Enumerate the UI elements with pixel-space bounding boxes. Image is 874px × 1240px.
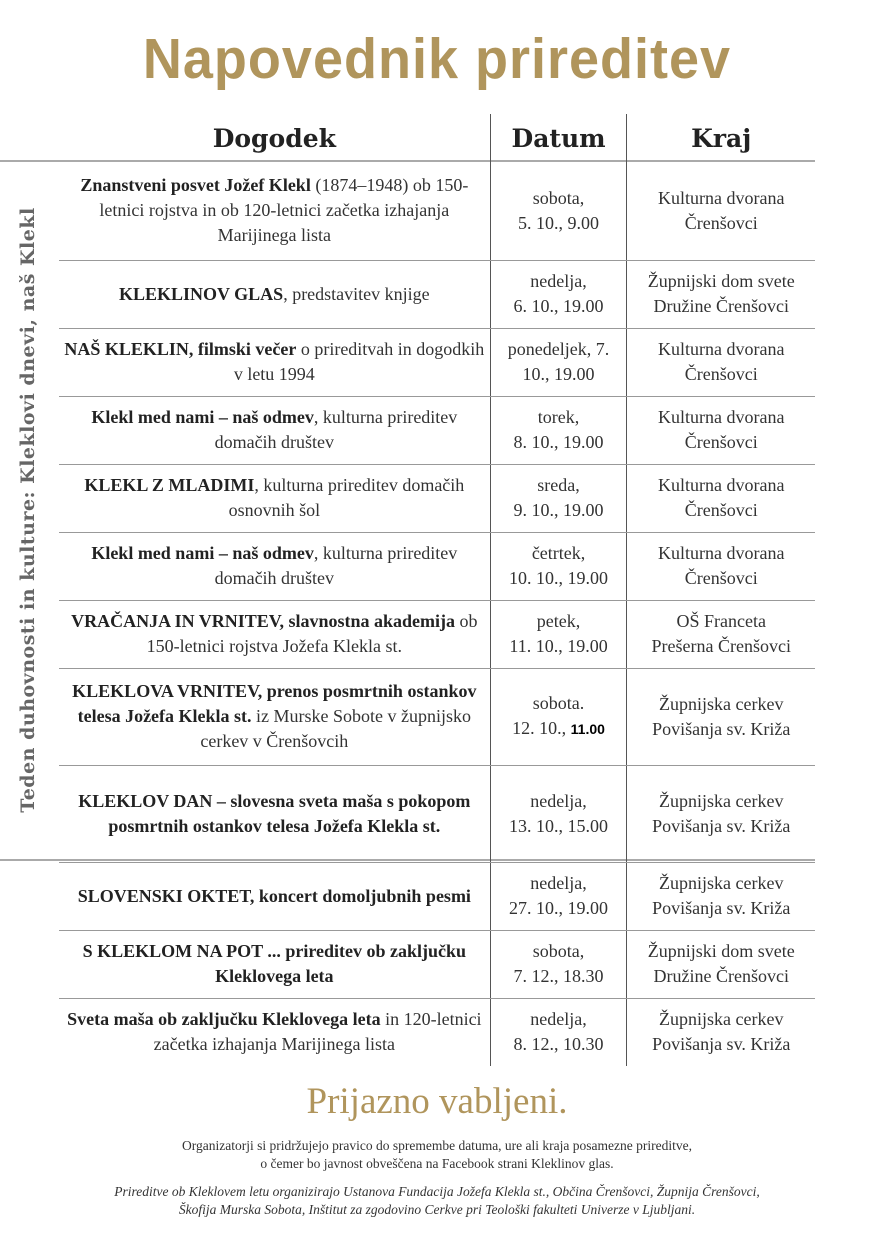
event-title: SLOVENSKI OKTET, koncert domoljubnih pesmi <box>77 885 471 906</box>
place-cell <box>627 464 815 532</box>
date-cell <box>490 930 627 998</box>
event-title-rest: , kulturna <box>313 543 383 563</box>
event-date: 11. 10., 19.00 <box>509 636 608 656</box>
event-cell <box>59 600 490 668</box>
event-place-line2: Povišanja sv. Križa <box>652 718 791 739</box>
event-place-line2: Povišanja sv. Križa <box>652 815 791 836</box>
place-cell <box>627 328 815 396</box>
event-title: NAŠ KLEKLIN, filmski večer <box>64 339 297 359</box>
table-header <box>59 114 815 162</box>
date-cell <box>490 668 627 765</box>
date-cell <box>490 396 627 464</box>
event-day: ponedeljek, 7. <box>507 339 610 359</box>
event-title: S KLEKLOM NA POT ... prireditev ob zaključku Kleklovega leta <box>82 941 467 986</box>
event-description: prireditev domačih društev <box>214 543 458 588</box>
event-place-line2: Družine Črenšovci <box>653 966 789 986</box>
event-place-line1: Kulturna dvorana <box>657 187 785 208</box>
event-title: KLEKLINOV GLAS <box>118 283 284 304</box>
event-title: Klekl med nami – naš odmev <box>91 543 314 563</box>
credits-line: Škofija Murska Sobota, Inštitut za zgodovino Cerkve pri Teološki fakulteti Univerze v Ljubljani. <box>178 1202 696 1217</box>
event-day: sobota, <box>532 941 585 961</box>
date-cell <box>490 765 627 862</box>
table-row <box>59 668 815 765</box>
table-row <box>59 930 815 998</box>
event-day: sobota. <box>532 693 585 713</box>
event-title: KLEKL Z MLADIMI <box>84 475 255 495</box>
event-title: KLEKLOV DAN – slovesna sveta maša s pokopom posmrtnih ostankov telesa Jožefa Klekla st. <box>78 790 471 836</box>
place-cell <box>627 930 815 998</box>
event-cell <box>59 998 490 1066</box>
event-date: 8. 12., 10.30 <box>513 1034 604 1055</box>
event-description: o prireditvah in dogodkih v letu 1994 <box>233 339 485 384</box>
event-day: četrtek, <box>531 543 586 563</box>
place-cell <box>627 668 815 765</box>
place-cell <box>627 765 815 862</box>
place-cell <box>627 162 815 260</box>
place-cell <box>627 600 815 668</box>
event-description: kulturna prireditev domačih osnovnih šol <box>228 475 465 520</box>
event-description: predstavitev knjige <box>292 283 430 304</box>
event-date: 5. 10., 9.00 <box>518 212 600 233</box>
header-event: Dogodek <box>212 123 336 153</box>
place-cell <box>627 260 815 328</box>
event-title-rest: , <box>283 283 288 304</box>
event-place-line1: Kulturna dvorana <box>657 475 785 495</box>
table-row <box>59 396 815 464</box>
event-place-line1: Župnijska cerkev <box>659 790 784 811</box>
place-cell <box>627 532 815 600</box>
side-label-text: Teden duhovnosti in kulture: Kleklovi dnevi, naš Klekl <box>17 207 39 813</box>
note-line: o čemer bo javnost obveščena na Facebook strani Kleklinov glas. <box>260 1156 614 1171</box>
event-place-line2: Črenšovci <box>684 364 758 384</box>
event-cell <box>59 328 490 396</box>
event-place-line2: Povišanja sv. Križa <box>652 898 791 918</box>
table-row <box>59 162 815 260</box>
event-day: torek, <box>537 407 580 427</box>
table-row <box>59 260 815 328</box>
event-description: in 120-letnici začetka izhajanja Marijinega lista <box>153 1009 482 1055</box>
event-place-line1: Župnijska cerkev <box>659 873 784 893</box>
event-title-rest: , <box>313 407 319 427</box>
event-day: petek, <box>536 611 581 631</box>
date-cell <box>490 464 627 532</box>
date-cell <box>490 862 627 930</box>
event-cell <box>59 162 490 260</box>
table-row <box>59 600 815 668</box>
event-date: 12. 10., <box>512 718 567 738</box>
event-date: 9. 10., 19.00 <box>513 500 604 520</box>
event-description: ob 150-letnici rojstva Jožefa Klekla st. <box>146 611 478 656</box>
disclaimer-note <box>0 1137 874 1173</box>
event-cell <box>59 260 490 328</box>
event-date: 6. 10., 19.00 <box>513 296 604 316</box>
event-place-line1: Župnijski dom svete <box>647 941 795 961</box>
event-date: 13. 10., 15.00 <box>509 815 609 836</box>
note-line: Organizatorji si pridržujejo pravico do spremembe datuma, ure ali kraja posamezne prireditve, <box>182 1138 692 1153</box>
table-row <box>59 532 815 600</box>
date-cell <box>490 998 627 1066</box>
event-cell <box>59 464 490 532</box>
date-cell <box>490 260 627 328</box>
event-title: Klekl med nami – naš odmev <box>91 407 314 427</box>
event-day: sobota, <box>532 187 585 208</box>
event-title: KLEKLOVA VRNITEV, prenos posmrtnih ostankov telesa Jožefa Klekla st. <box>72 681 477 726</box>
credits-line: Prireditve ob Kleklovem letu organizirajo Ustanova Fundacija Jožefa Klekla st., Občina Črenšovci, Župnija Črenšovci, <box>114 1184 760 1199</box>
event-place-line1: Župnijska cerkev <box>659 693 784 714</box>
event-place-line2: Črenšovci <box>684 432 758 452</box>
event-title: Znanstveni posvet Jožef Klekl <box>80 175 311 196</box>
event-place-line1: Kulturna dvorana <box>657 339 785 359</box>
date-cell <box>490 328 627 396</box>
event-description: iz Murske Sobote v župnijsko cerkev v Črenšovcih <box>200 706 472 751</box>
event-date: 10., 19.00 <box>522 364 595 384</box>
event-date: 8. 10., 19.00 <box>513 432 604 452</box>
event-place-line2: Črenšovci <box>684 568 758 588</box>
page-title: Napovednik prireditev <box>142 27 732 91</box>
place-cell <box>627 862 815 930</box>
event-cell <box>59 930 490 998</box>
event-place-line1: Župnijska cerkev <box>659 1009 784 1030</box>
event-place-line1: Kulturna dvorana <box>657 407 785 427</box>
event-title-rest: (1874–1948) <box>310 175 409 196</box>
event-description: kulturna prireditev domačih društev <box>214 407 458 452</box>
events-table <box>59 114 815 1066</box>
event-place-line2: Prešerna Črenšovci <box>651 636 791 656</box>
table-row <box>59 328 815 396</box>
event-date: 27. 10., 19.00 <box>509 898 609 918</box>
table-row <box>59 998 815 1066</box>
event-day: sreda, <box>537 475 580 495</box>
table-row <box>59 862 815 930</box>
event-day: nedelja, <box>530 873 587 893</box>
event-place-line2: Črenšovci <box>684 212 758 233</box>
header-place: Kraj <box>627 114 815 162</box>
event-place-line2: Črenšovci <box>684 500 758 520</box>
event-place-line1: Župnijski dom svete <box>647 271 795 291</box>
table-row <box>59 464 815 532</box>
event-place-line1: Kulturna dvorana <box>657 543 785 563</box>
date-cell <box>490 532 627 600</box>
event-place-line2: Družine Črenšovci <box>653 296 789 316</box>
event-cell <box>59 862 490 930</box>
event-cell <box>59 765 490 862</box>
table-row <box>59 765 815 862</box>
event-date: 10. 10., 19.00 <box>509 568 609 588</box>
event-day: nedelja, <box>530 1009 587 1030</box>
date-cell <box>490 600 627 668</box>
event-date: 7. 12., 18.30 <box>513 966 604 986</box>
header-date: Datum <box>490 114 627 162</box>
organizers-credits <box>0 1183 874 1219</box>
event-title: Sveta maša ob zaključku Kleklovega leta <box>67 1009 381 1030</box>
closing-text: Prijazno vabljeni. <box>306 1081 568 1122</box>
event-description: ob 150-letnici rojstva in ob 120-letnici začetka izhajanja Marijinega lista <box>99 175 469 246</box>
event-title: VRAČANJA IN VRNITEV, slavnostna akademija <box>71 611 456 631</box>
event-place-line2: Povišanja sv. Križa <box>652 1034 791 1055</box>
event-place-line1: OŠ Franceta <box>676 611 766 631</box>
place-cell <box>627 396 815 464</box>
event-time: 11.00 <box>570 721 605 737</box>
place-cell <box>627 998 815 1066</box>
event-cell <box>59 532 490 600</box>
event-day: nedelja, <box>530 271 587 291</box>
event-cell <box>59 396 490 464</box>
event-day: nedelja, <box>530 790 587 811</box>
date-cell <box>490 162 627 260</box>
event-cell <box>59 668 490 765</box>
event-title-rest: , <box>254 475 259 495</box>
